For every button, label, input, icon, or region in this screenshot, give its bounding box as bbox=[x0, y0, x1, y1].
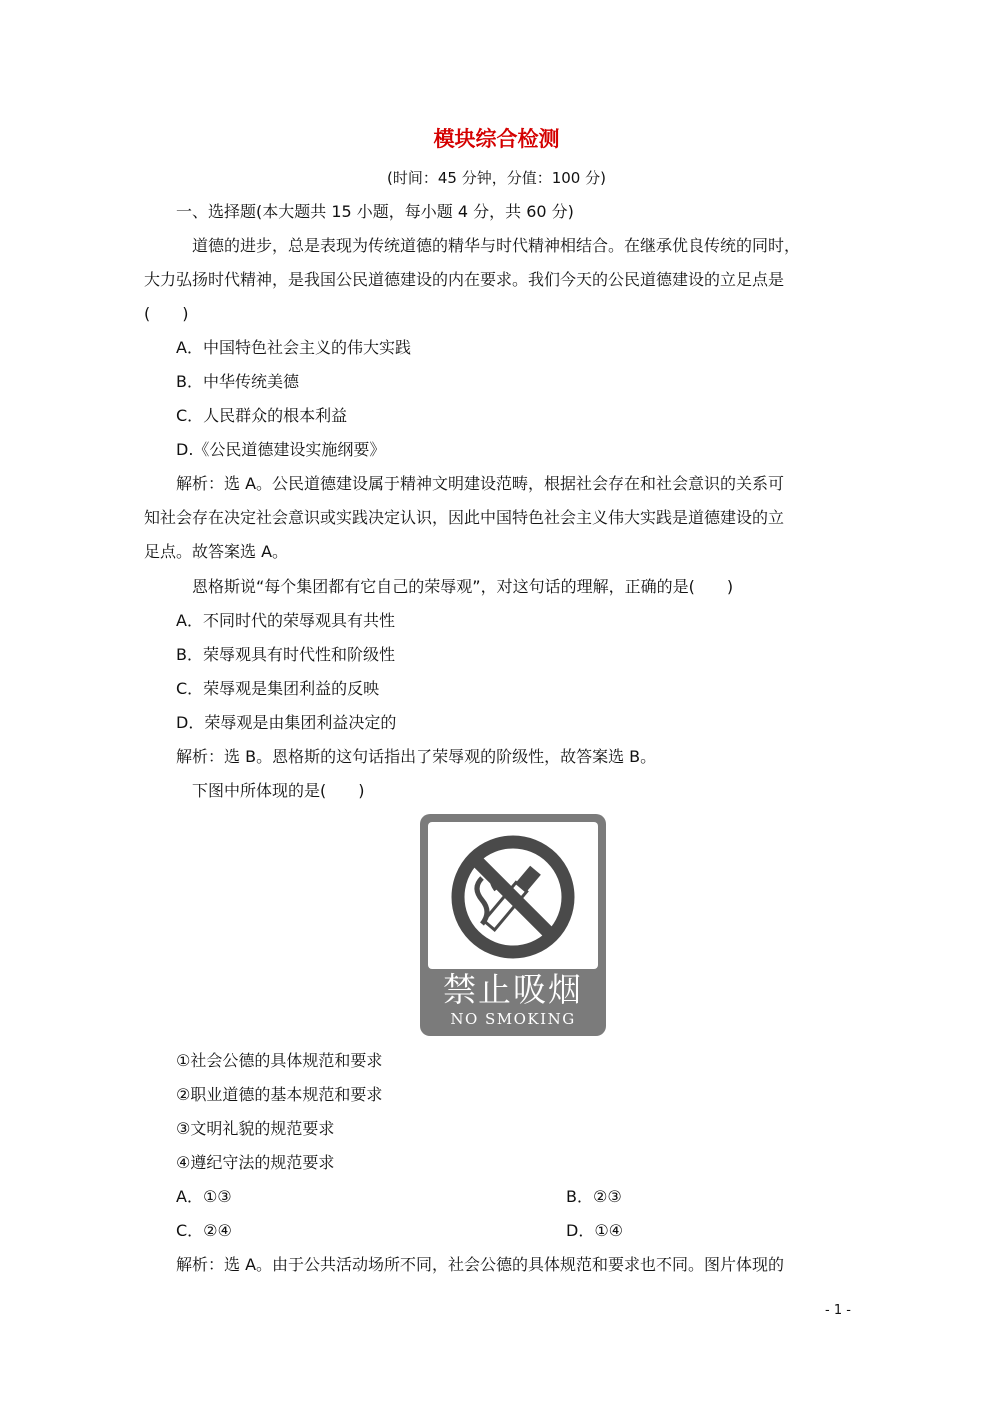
document-title: 模块综合检测 bbox=[433, 126, 560, 151]
sign-english-text: NO SMOKING bbox=[450, 1010, 576, 1028]
q3-analysis: 解析：选 A。由于公共活动场所不同，社会公德的具体规范和要求也不同。图片体现的 bbox=[176, 1255, 785, 1274]
section-heading: 一、选择题(本大题共 15 小题，每小题 4 分，共 60 分) bbox=[176, 202, 574, 221]
q2-option-b: B．荣辱观具有时代性和阶级性 bbox=[176, 645, 395, 664]
no-smoking-sign bbox=[420, 814, 606, 1036]
q3-statement-4: ④遵纪守法的规范要求 bbox=[176, 1153, 335, 1172]
q1-analysis-line-2: 知社会存在决定社会意识或实践决定认识，因此中国特色社会主义伟大实践是道德建设的立 bbox=[144, 508, 785, 527]
q2-analysis: 解析：选 B。恩格斯的这句话指出了荣辱观的阶级性，故答案选 B。 bbox=[176, 747, 657, 766]
q1-option-c: C．人民群众的根本利益 bbox=[176, 406, 348, 425]
q1-option-d: D.《公民道德建设实施纲要》 bbox=[176, 440, 386, 459]
q2-stem: 恩格斯说“每个集团都有它自己的荣辱观”，对这句话的理解，正确的是( ) bbox=[192, 577, 734, 596]
q1-analysis-line-1: 解析：选 A。公民道德建设属于精神文明建设范畴，根据社会存在和社会意识的关系可 bbox=[176, 474, 785, 493]
q2-option-d: D．荣辱观是由集团利益决定的 bbox=[176, 713, 397, 732]
no-smoking-icon bbox=[420, 814, 606, 974]
q3-stem: 下图中所体现的是( ) bbox=[192, 781, 365, 800]
page-number: - 1 - bbox=[825, 1303, 851, 1318]
q3-statement-3: ③文明礼貌的规范要求 bbox=[176, 1119, 335, 1138]
q2-option-c: C．荣辱观是集团利益的反映 bbox=[176, 679, 380, 698]
sign-chinese-text: 禁止吸烟 bbox=[443, 970, 583, 1009]
q3-option-a: A．①③ bbox=[176, 1187, 232, 1206]
q1-option-b: B．中华传统美德 bbox=[176, 372, 299, 391]
q1-stem-line-2: 大力弘扬时代精神，是我国公民道德建设的内在要求。我们今天的公民道德建设的立足点是 bbox=[144, 270, 785, 289]
q3-option-d: D．①④ bbox=[566, 1221, 624, 1240]
q3-option-b: B．②③ bbox=[566, 1187, 622, 1206]
q1-option-a: A．中国特色社会主义的伟大实践 bbox=[176, 338, 411, 357]
time-score-info: (时间：45 分钟，分值：100 分) bbox=[387, 169, 606, 187]
q1-analysis-line-3: 足点。故答案选 A。 bbox=[144, 542, 289, 561]
q1-stem-line-3: ( ) bbox=[144, 304, 189, 323]
q3-statement-1: ①社会公德的具体规范和要求 bbox=[176, 1051, 383, 1070]
q3-statement-2: ②职业道德的基本规范和要求 bbox=[176, 1085, 383, 1104]
q2-option-a: A．不同时代的荣辱观具有共性 bbox=[176, 611, 395, 630]
q3-option-c: C．②④ bbox=[176, 1221, 232, 1240]
q1-stem-line-1: 道德的进步，总是表现为传统道德的精华与时代精神相结合。在继承优良传统的同时， bbox=[192, 236, 801, 255]
